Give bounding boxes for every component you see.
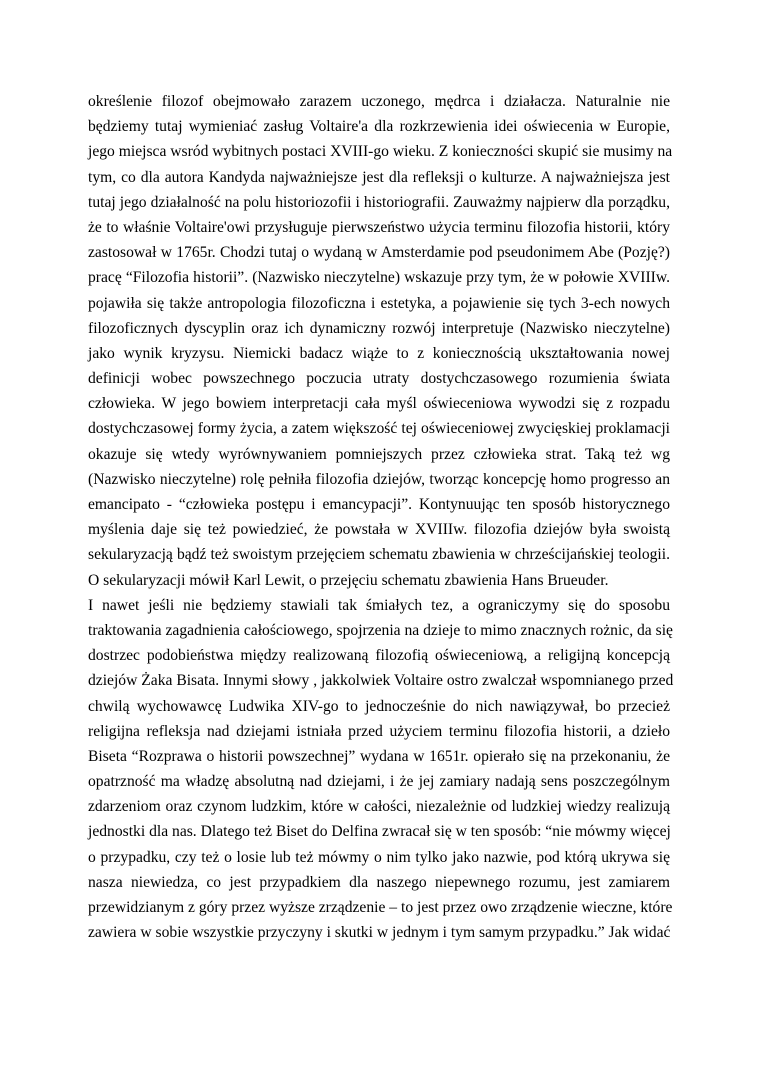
text-line: że to właśnie Voltaire'owi przysługuje pierwszeństwo użycia terminu filozofia historii, który (88, 218, 670, 236)
text-line: będziemy tutaj wymieniać zasług Voltaire'a dla rozkrzewienia idei oświecenia w Europie, (88, 118, 670, 136)
text-line: dostychczasowej formy życia, a zatem większość tej oświeceniowej zwycięskiej proklamacji (88, 420, 670, 438)
text-line: o przypadku, czy też o losie lub też mówmy o nim tylko jako nazwie, pod którą ukrywa się (88, 848, 670, 866)
text-line: tutaj jego działalność na polu historiozofii i historiografii. Zauważmy najpierw dla porządku, (88, 193, 670, 211)
text-line: pojawiła się także antropologia filozoficzna i estetyka, a pojawienie się tych 3-ech nowych (88, 294, 670, 312)
text-line: określenie filozof obejmowało zarazem uczonego, mędrca i działacza. Naturalnie nie (88, 93, 670, 110)
text-line: O sekularyzacji mówił Karl Lewit, o przejęciu schematu zbawienia Hans Brueuder. (88, 571, 609, 589)
text-line: filozoficznych dyscyplin oraz ich dynamiczny rozwój interpretuje (Nazwisko nieczytelne) (88, 319, 670, 337)
text-line: zastosował w 1765r. Chodzi tutaj o wydaną w Amsterdamie pod pseudonimem Abe (Pozję?) (88, 244, 670, 262)
text-line: nasza niewiedza, co jest przypadkiem dla naszego niepewnego rozumu, jest zamiarem (88, 873, 670, 891)
text-line: opatrzność ma władzę absolutną nad dziejami, i że jej zamiary nadają sens poszczególnym (88, 773, 670, 791)
text-line: emancipato - “człowieka postępu i emancypacji”. Kontynuując ten sposób historycznego (88, 496, 670, 513)
text-line: definicji wobec powszechnego poczucia utraty dostychczasowego rozumienia świata (88, 370, 670, 388)
text-line: dostrzec podobieństwa między realizowaną filozofią oświeceniową, a religijną koncepcją (88, 647, 670, 665)
text-line: zawiera w sobie wszystkie przyczyny i skutki w jednym i tym samym przypadku.” Jak widać (88, 924, 671, 942)
text-line: przewidzianym z góry przez wyższe zrządzenie – to jest przez owo zrządzenie wieczne, które (88, 899, 673, 916)
text-line: chwilą wychowawcę Ludwika XIV-go to jednocześnie do nich nawiązywał, bo przecież (88, 697, 670, 715)
text-line: zdarzeniom oraz czynom ludzkim, które w całości, niezależnie od ludzkiej wiedzy realizują (88, 798, 670, 816)
text-line: jednostki dla nas. Dlatego też Biset do Delfina zwracał się w ten sposób: “nie mówmy więcej (88, 823, 671, 841)
text-line: tym, co dla autora Kandyda najważniejsze jest dla refleksji o kulturze. A najważniejsza jest (88, 168, 670, 186)
text-line: Biseta “Rozprawa o historii powszechnej” wydana w 1651r. opierało się na przekonaniu, że (88, 747, 670, 765)
text-line: traktowania zagadnienia całościowego, spojrzenia na dzieje to mimo znacznych rożnic, da się (88, 621, 673, 639)
text-line: dziejów Żaka Bisata. Innymi słowy , jakkolwiek Voltaire ostro zwalczał wspomnianego przed (88, 672, 674, 690)
text-line: (Nazwisko nieczytelne) rolę pełniła filozofia dziejów, tworząc koncepcję homo progresso an (88, 470, 670, 488)
text-line: myślenia daje się też powiedzieć, że powstała w XVIIIw. filozofia dziejów była swoistą (88, 521, 670, 539)
text-line: I nawet jeśli nie będziemy stawiali tak śmiałych tez, a ograniczymy się do sposobu (88, 596, 670, 614)
text-line: jego miejsca wsród wybitnych postaci XVIII-go wieku. Z konieczności skupić sie musimy na (88, 143, 673, 161)
text-line: sekularyzacją bądź też swoistym przejęciem schematu zbawienia w chrześcijańskiej teologii. (88, 546, 670, 564)
body-text (88, 89, 674, 945)
text-line: jako wynik kryzysu. Niemicki badacz wiąże to z koniecznością ukształtowania nowej (88, 344, 670, 362)
text-line: religijna refleksja nad dziejami istniała przed użyciem terminu filozofia historii, a dzieło (88, 722, 670, 740)
text-line: człowieka. W jego bowiem interpretacji cała myśl oświeceniowa wywodzi się z rozpadu (88, 395, 670, 413)
text-line: okazuje się wtedy wyrównywaniem pomniejszych przez człowieka strat. Taką też wg (88, 445, 670, 463)
text-line: pracę “Filozofia historii”. (Nazwisko nieczytelne) wskazuje przy tym, że w połowie XVIIIw. (88, 269, 670, 287)
